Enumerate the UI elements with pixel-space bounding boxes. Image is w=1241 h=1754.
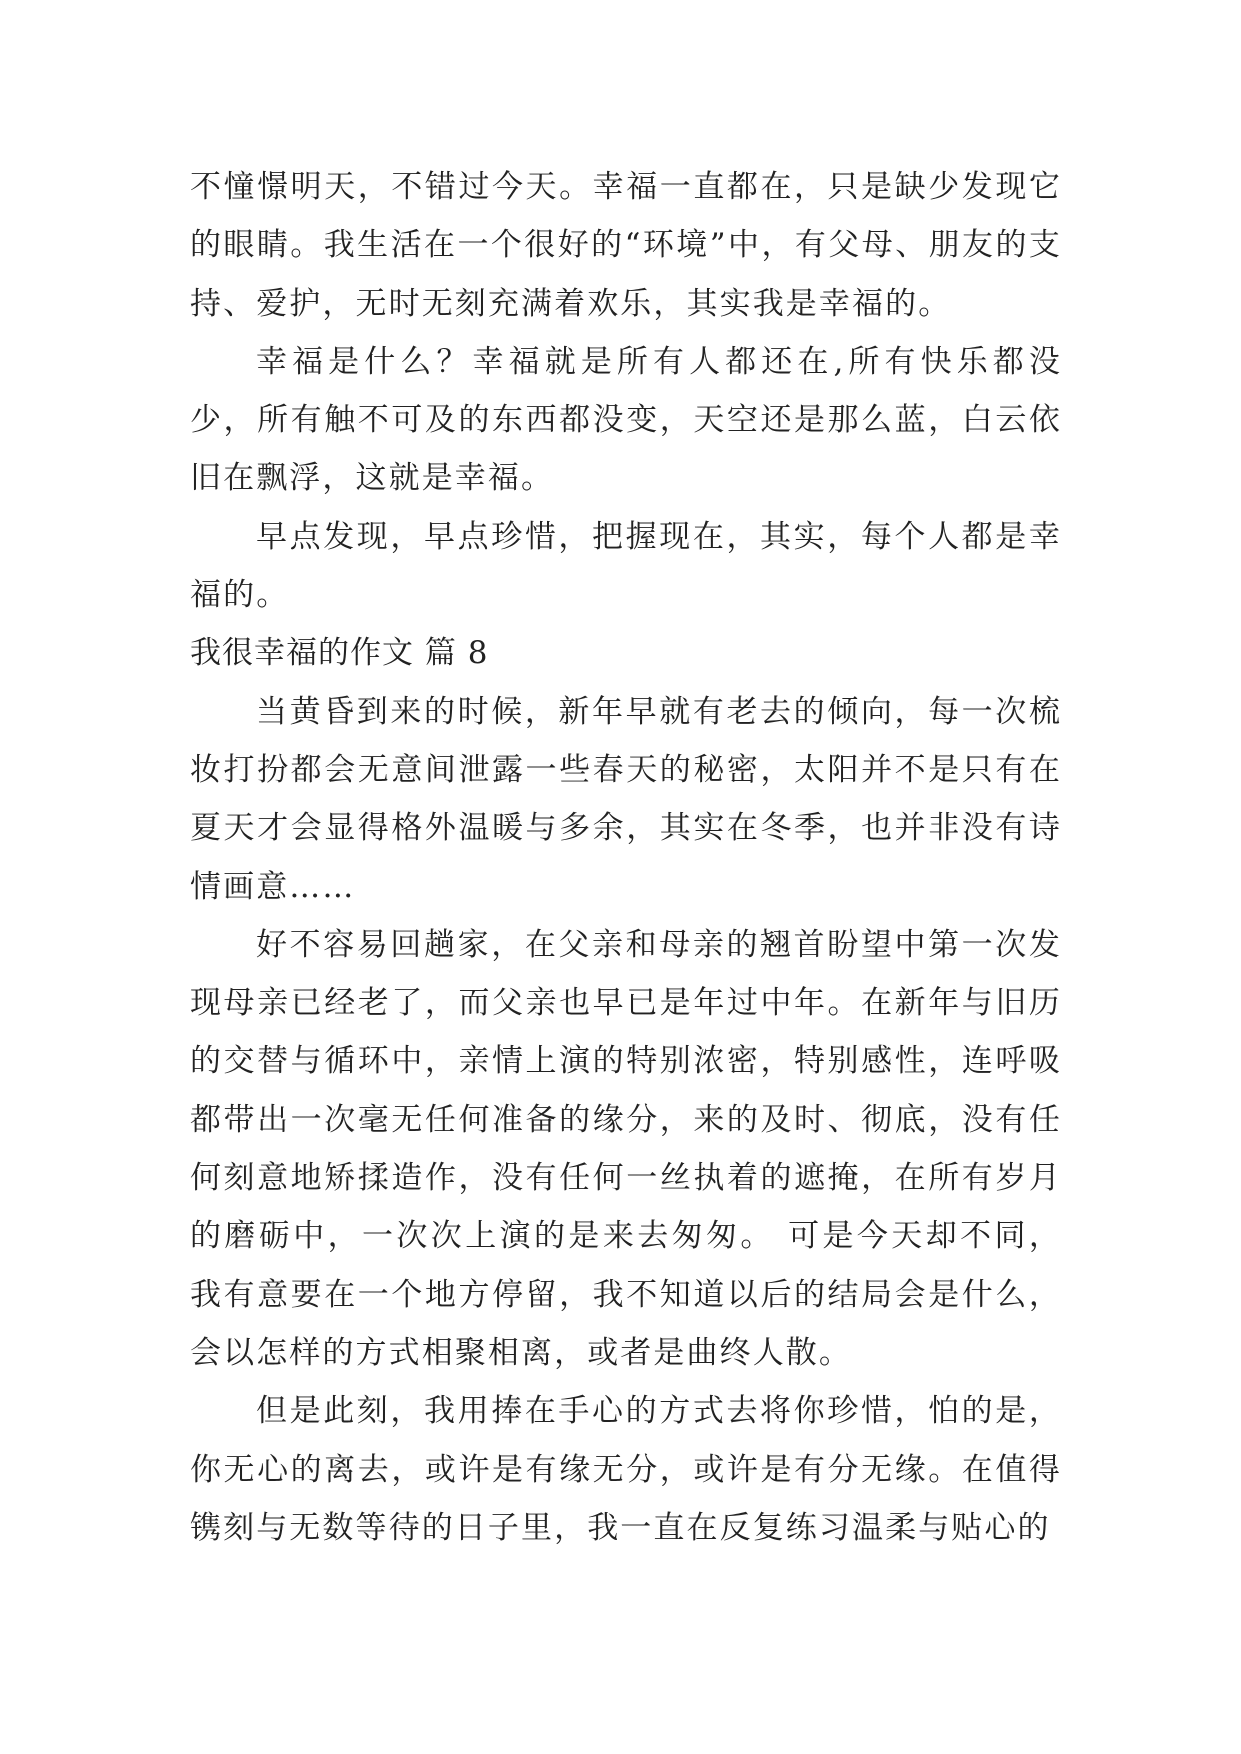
- paragraph-5: 好不容易回趟家，在父亲和母亲的翘首盼望中第一次发现母亲已经老了，而父亲也早已是年过中年。在新年与旧历的交替与循环中，亲情上演的特别浓密，特别感性，连呼吸都带出一次毫无任何准备的缘分，来的及时、彻底，没有任何刻意地矫揉造作，没有任何一丝执着的遮掩，在所有岁月的磨砺中，一次次上演的是来去匆匆。 可是今天却不同，我有意要在一个地方停留，我不知道以后的结局会是什么，会以怎样的方式相聚相离，或者是曲终人散。: [190, 926, 1062, 1371]
- section-heading: 我很幸福的作文 篇 8: [190, 635, 489, 672]
- paragraph-4: 当黄昏到来的时候，新年早就有老去的倾向，每一次梳妆打扮都会无意间泄露一些春天的秘密，太阳并不是只有在夏天才会显得格外温暖与多余，其实在冬季，也并非没有诗情画意……: [190, 693, 1062, 905]
- paragraph-3: 早点发现，早点珍惜，把握现在，其实，每个人都是幸福的。: [190, 518, 1062, 614]
- paragraph-2: 幸福是什么？幸福就是所有人都还在,所有快乐都没少，所有触不可及的东西都没变，天空还是那么蓝，白云依旧在飘浮，这就是幸福。: [190, 343, 1062, 497]
- paragraph-1: 不憧憬明天，不错过今天。幸福一直都在，只是缺少发现它的眼睛。我生活在一个很好的“环境”中，有父母、朋友的支持、爱护，无时无刻充满着欢乐，其实我是幸福的。: [190, 169, 1062, 322]
- document-body: [190, 158, 1062, 1557]
- paragraph-6: 但是此刻，我用捧在手心的方式去将你珍惜，怕的是，你无心的离去，或许是有缘无分，或许是有分无缘。在值得镌刻与无数等待的日子里，我一直在反复练习温柔与贴心的: [190, 1393, 1062, 1546]
